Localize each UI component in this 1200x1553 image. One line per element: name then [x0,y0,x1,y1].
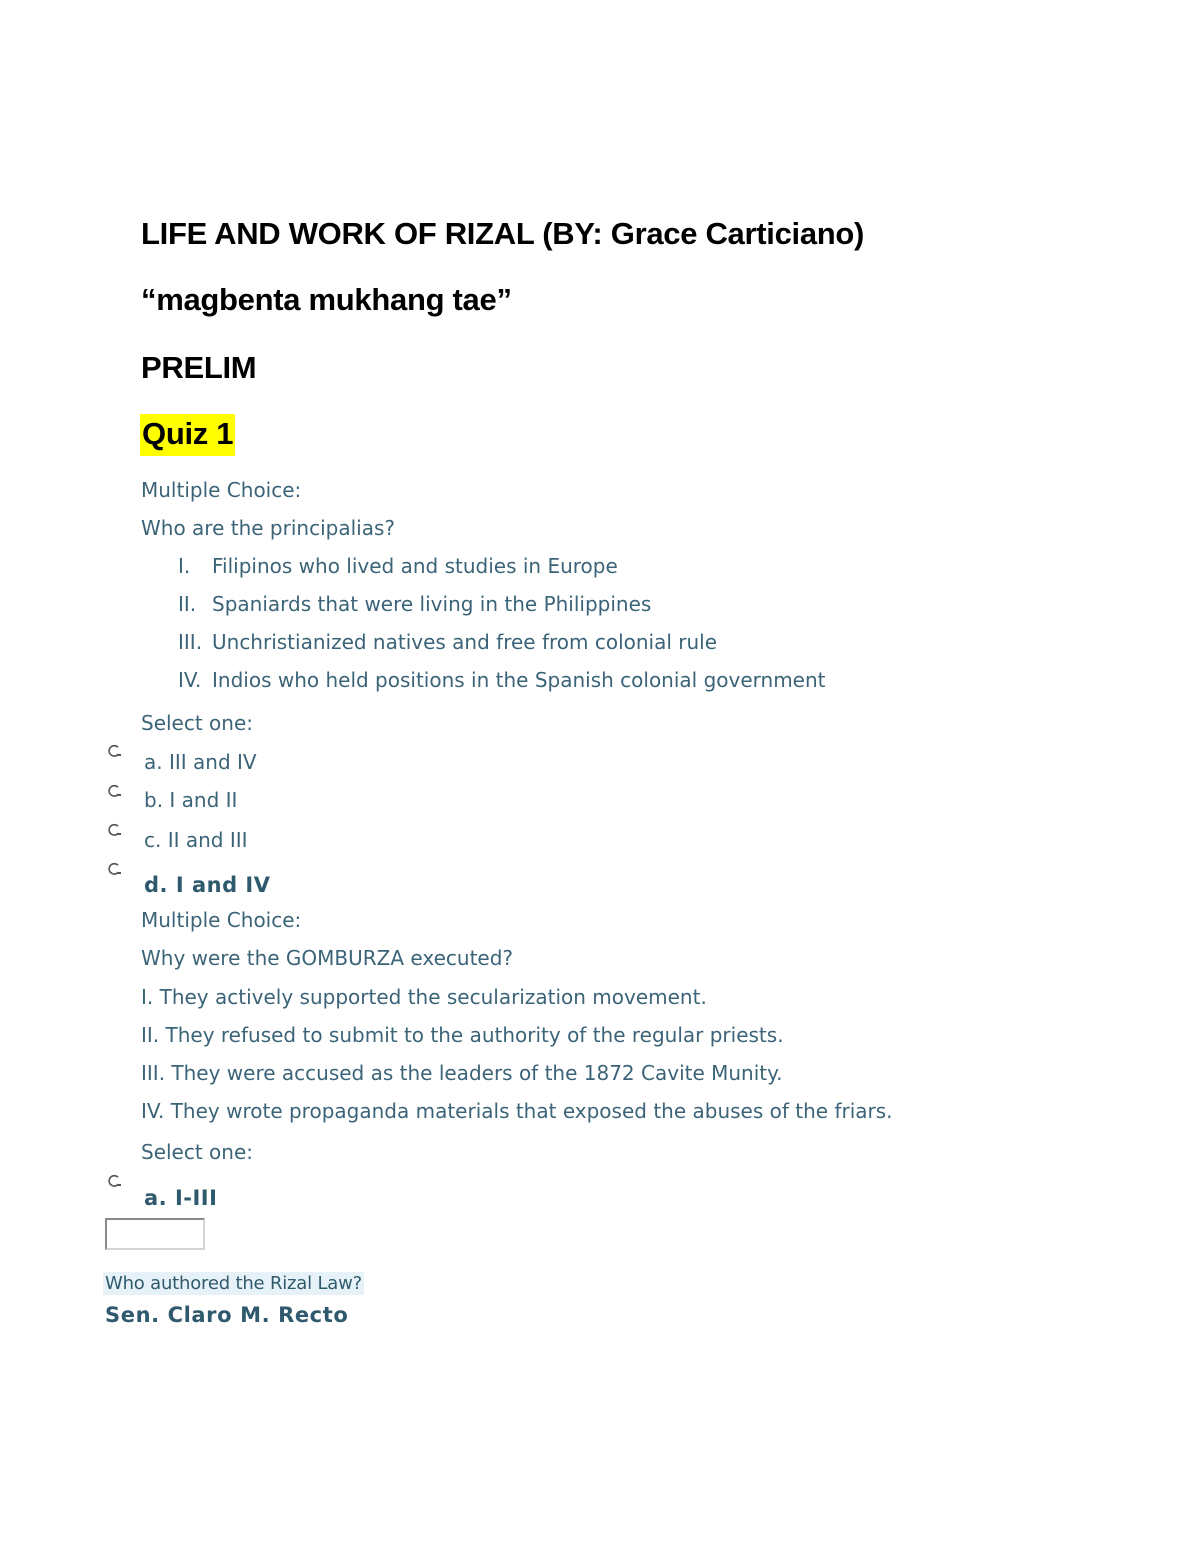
question3-answer: Sen. Claro M. Recto [105,1303,349,1327]
radio-button-icon[interactable] [107,823,121,837]
question3-text: Who authored the Rizal Law? [105,1273,362,1294]
radio-button-icon[interactable] [107,784,121,798]
question1-option-c[interactable]: c. II and III [144,828,248,852]
radio-button-icon[interactable] [107,1174,121,1188]
question2-item: IV. They wrote propaganda materials that exposed the abuses of the friars. [141,1099,893,1123]
question1-item-numeral: III. [178,630,203,654]
question2-text: Why were the GOMBURZA executed? [141,946,514,970]
answer-text-field[interactable] [105,1218,205,1250]
question1-item-text: Unchristianized natives and free from colonial rule [212,630,718,654]
question1-item-text: Spaniards that were living in the Philippines [212,592,652,616]
quiz-title: Quiz 1 [140,414,235,456]
question1-type-label: Multiple Choice: [141,478,302,502]
question1-item-numeral: IV. [178,668,202,692]
question1-option-a[interactable]: a. III and IV [144,750,257,774]
question1-text: Who are the principalias? [141,516,395,540]
question1-item-text: Indios who held positions in the Spanish colonial government [212,668,826,692]
question1-select-label: Select one: [141,711,254,735]
question2-select-label: Select one: [141,1140,254,1164]
question1-item-numeral: I. [178,554,191,578]
radio-button-icon[interactable] [107,862,121,876]
question2-type-label: Multiple Choice: [141,908,302,932]
question2-option-a[interactable]: a. I-III [144,1186,218,1210]
question2-item: I. They actively supported the secularization movement. [141,985,707,1009]
question2-item: III. They were accused as the leaders of the 1872 Cavite Munity. [141,1061,783,1085]
section-heading: PRELIM [141,350,257,385]
question1-item-text: Filipinos who lived and studies in Europe [212,554,618,578]
question1-option-d[interactable]: d. I and IV [144,873,271,897]
document-subtitle: “magbenta mukhang tae” [141,282,512,317]
document-title: LIFE AND WORK OF RIZAL (BY: Grace Carticiano) [141,216,865,251]
question1-item-numeral: II. [178,592,197,616]
question2-item: II. They refused to submit to the authority of the regular priests. [141,1023,784,1047]
question1-option-b[interactable]: b. I and II [144,788,238,812]
radio-button-icon[interactable] [107,744,121,758]
